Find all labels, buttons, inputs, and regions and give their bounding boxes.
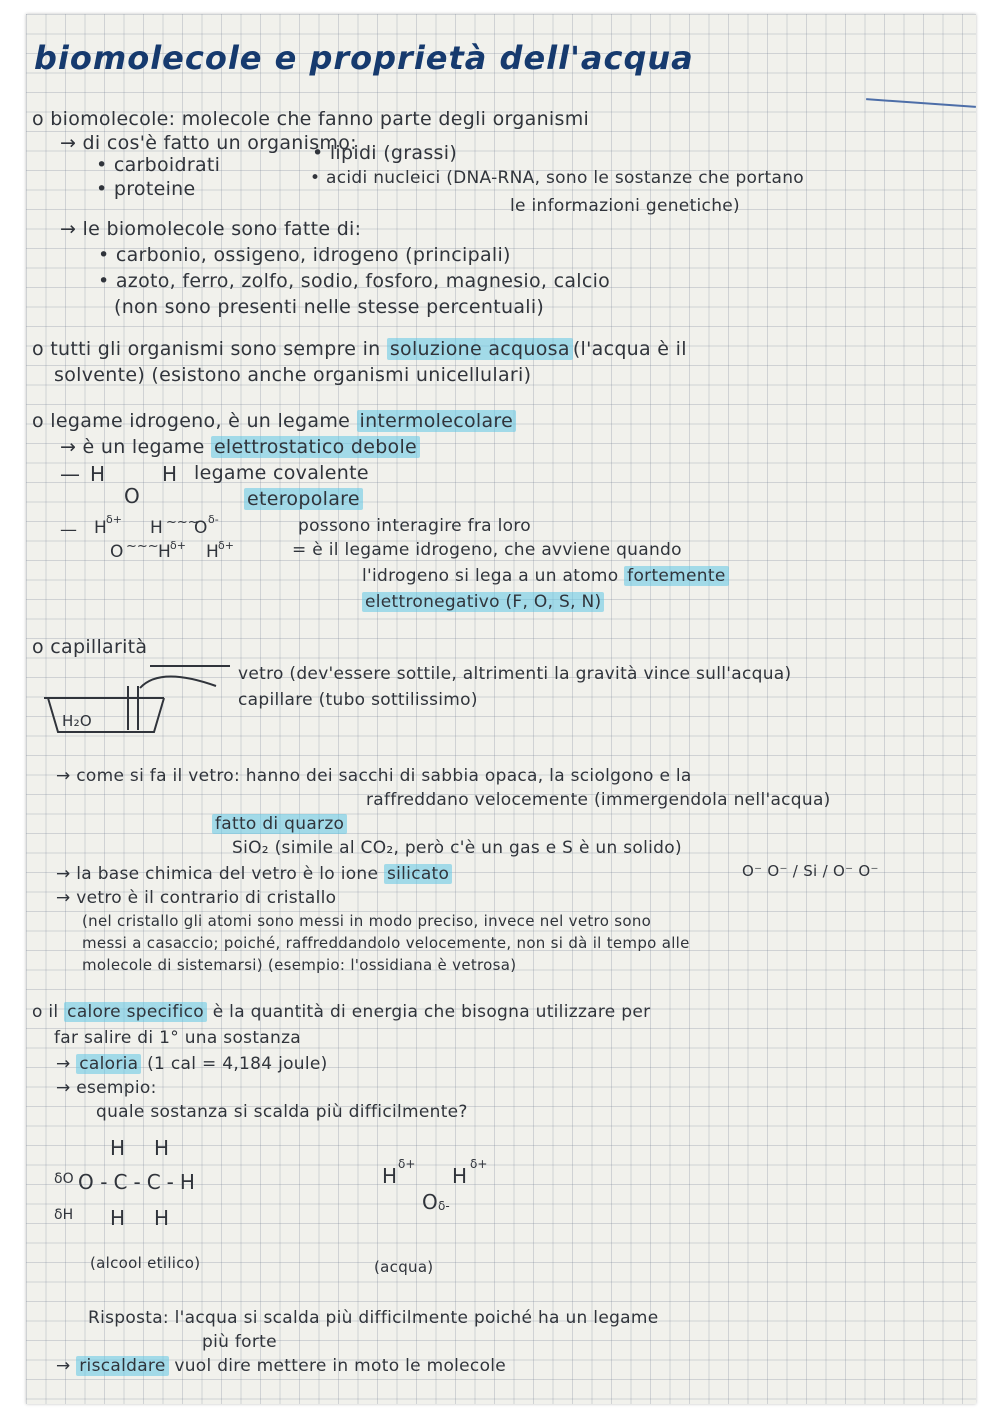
partial-charge: δ+	[398, 1157, 416, 1171]
carbon-chain: O-C-C-H	[78, 1170, 201, 1194]
pointer-line	[140, 676, 216, 688]
note-line: vetro (dev'essere sottile, altrimenti la gravità vince sull'acqua)	[238, 664, 792, 684]
note-line: far salire di 1° una sostanza	[54, 1028, 302, 1048]
note-line: le informazioni genetiche)	[510, 196, 740, 216]
note-line: messi a casaccio; poiché, raffreddandolo velocemente, non si dà il tempo alle	[82, 934, 690, 952]
note-line: quale sostanza si scalda più difficilmente?	[96, 1102, 468, 1122]
note-line: → vetro è il contrario di cristallo	[56, 888, 337, 908]
partial-charge: δO	[54, 1171, 74, 1187]
note-text: l'idrogeno si lega a un atomo	[362, 566, 619, 586]
highlighted-text: calore specifico	[64, 1002, 207, 1022]
note-text: (1 cal = 4,184 joule)	[147, 1054, 328, 1074]
partial-charge: δ-	[438, 1199, 450, 1213]
note-line: raffreddano velocemente (immergendola nell'acqua)	[366, 790, 831, 810]
note-text: →	[56, 1054, 71, 1074]
atom-h: H	[158, 542, 171, 562]
molecule-caption: (acqua)	[374, 1258, 434, 1276]
atom-h: H	[452, 1164, 468, 1188]
ethanol-structure	[54, 1138, 274, 1238]
note-line: molecole di sistemarsi) (esempio: l'ossidiana è vetrosa)	[82, 956, 517, 974]
note-line: (non sono presenti nelle stesse percentuali)	[114, 296, 545, 318]
note-text: →	[56, 1356, 71, 1376]
note-text: o il	[32, 1002, 59, 1022]
atom-o: O	[124, 484, 140, 508]
note-line: più forte	[202, 1332, 277, 1352]
highlighted-text: silicato	[384, 864, 452, 884]
beaker-label: H₂O	[62, 712, 92, 730]
partial-charge: δH	[54, 1207, 74, 1223]
note-text: → la base chimica del vetro è lo ione	[56, 864, 379, 884]
atom-h: H	[154, 1136, 170, 1160]
note-line: o biomolecole: molecole che fanno parte degli organismi	[32, 108, 590, 130]
highlighted-text: fatto di quarzo	[212, 814, 347, 834]
atom-h: H	[94, 518, 107, 538]
note-line: legame covalente	[194, 462, 369, 484]
atom-h: H	[206, 542, 219, 562]
atom-o: O	[194, 518, 208, 538]
title-underline	[866, 98, 976, 108]
note-line: • lipidi (grassi)	[312, 142, 458, 164]
note-text: o tutti gli organismi sono sempre in	[32, 338, 381, 360]
note-line: possono interagire fra loro	[298, 516, 531, 536]
note-text: → è un legame	[60, 436, 205, 458]
note-line: → come si fa il vetro: hanno dei sacchi di sabbia opaca, la sciolgono e la	[56, 766, 692, 786]
note-line: • azoto, ferro, zolfo, sodio, fosforo, magnesio, calcio	[98, 270, 611, 292]
atom-o: O	[422, 1190, 438, 1214]
highlighted-text: eteropolare	[244, 488, 363, 510]
note-text: vuol dire mettere in moto le molecole	[174, 1356, 507, 1376]
hydrogen-bond-mark: ~~~	[166, 515, 199, 530]
note-line: = è il legame idrogeno, che avviene quando	[292, 540, 682, 560]
atom-h: H	[154, 1206, 170, 1230]
partial-charge: δ+	[106, 513, 122, 526]
note-line: • acidi nucleici (DNA-RNA, sono le sostanze che portano	[310, 168, 805, 188]
highlighted-text: intermolecolare	[357, 410, 517, 432]
note-line: capillare (tubo sottilissimo)	[238, 690, 478, 710]
note-line: Risposta: l'acqua si scalda più difficilmente poiché ha un legame	[88, 1308, 659, 1328]
partial-charge: δ+	[170, 539, 186, 552]
partial-charge: δ+	[470, 1157, 488, 1171]
section-heading: o capillarità	[32, 636, 148, 658]
hydrogen-bond-mark: ~~~	[126, 539, 159, 554]
atom-h: H	[162, 462, 178, 486]
atom-o: O	[110, 542, 124, 562]
highlighted-text: riscaldare	[76, 1356, 168, 1376]
highlighted-text: soluzione acquosa	[387, 338, 573, 360]
page-title: biomolecole e proprietà dell'acqua	[34, 39, 694, 77]
partial-charge: δ-	[208, 513, 219, 526]
note-text: o legame idrogeno, è un legame	[32, 410, 351, 432]
note-line: • carbonio, ossigeno, idrogeno (principali)	[98, 244, 511, 266]
partial-charge: δ+	[218, 539, 234, 552]
highlighted-text: caloria	[76, 1054, 141, 1074]
water-structure	[382, 1156, 532, 1226]
note-line: • proteine	[96, 178, 196, 200]
highlighted-text: elettronegativo (F, O, S, N)	[362, 592, 604, 612]
water-molecule-diagram: — H H O	[60, 462, 178, 508]
atom-h: H	[382, 1164, 398, 1188]
note-line: → esempio:	[56, 1078, 157, 1098]
note-line: solvente) (esistono anche organismi unicellulari)	[54, 364, 532, 386]
atom-h: H	[110, 1136, 126, 1160]
note-line: • carboidrati	[96, 154, 221, 176]
atom-h: H	[150, 518, 163, 538]
highlighted-text: fortemente	[624, 566, 728, 586]
molecule-caption: (alcool etilico)	[90, 1254, 201, 1272]
note-text: (l'acqua è il	[572, 338, 687, 360]
highlighted-text: elettrostatico debole	[211, 436, 420, 458]
notebook-page	[26, 14, 976, 1404]
note-line: → di cos'è fatto un organismo:	[60, 132, 357, 154]
atom-h: H	[90, 462, 106, 486]
note-line: SiO₂ (simile al CO₂, però c'è un gas e S è un solido)	[232, 838, 682, 858]
note-line: → le biomolecole sono fatte di:	[60, 218, 362, 240]
note-text: è la quantità di energia che bisogna utilizzare per	[212, 1002, 651, 1022]
silicate-ion-diagram: O⁻ O⁻ / Si / O⁻ O⁻	[742, 862, 879, 880]
note-line: (nel cristallo gli atomi sono messi in modo preciso, invece nel vetro sono	[82, 912, 652, 930]
hydrogen-bond-diagram: — H δ+ H ~~~ O δ- O ~~~ H δ+ H δ+	[60, 513, 234, 562]
atom-h: H	[110, 1206, 126, 1230]
